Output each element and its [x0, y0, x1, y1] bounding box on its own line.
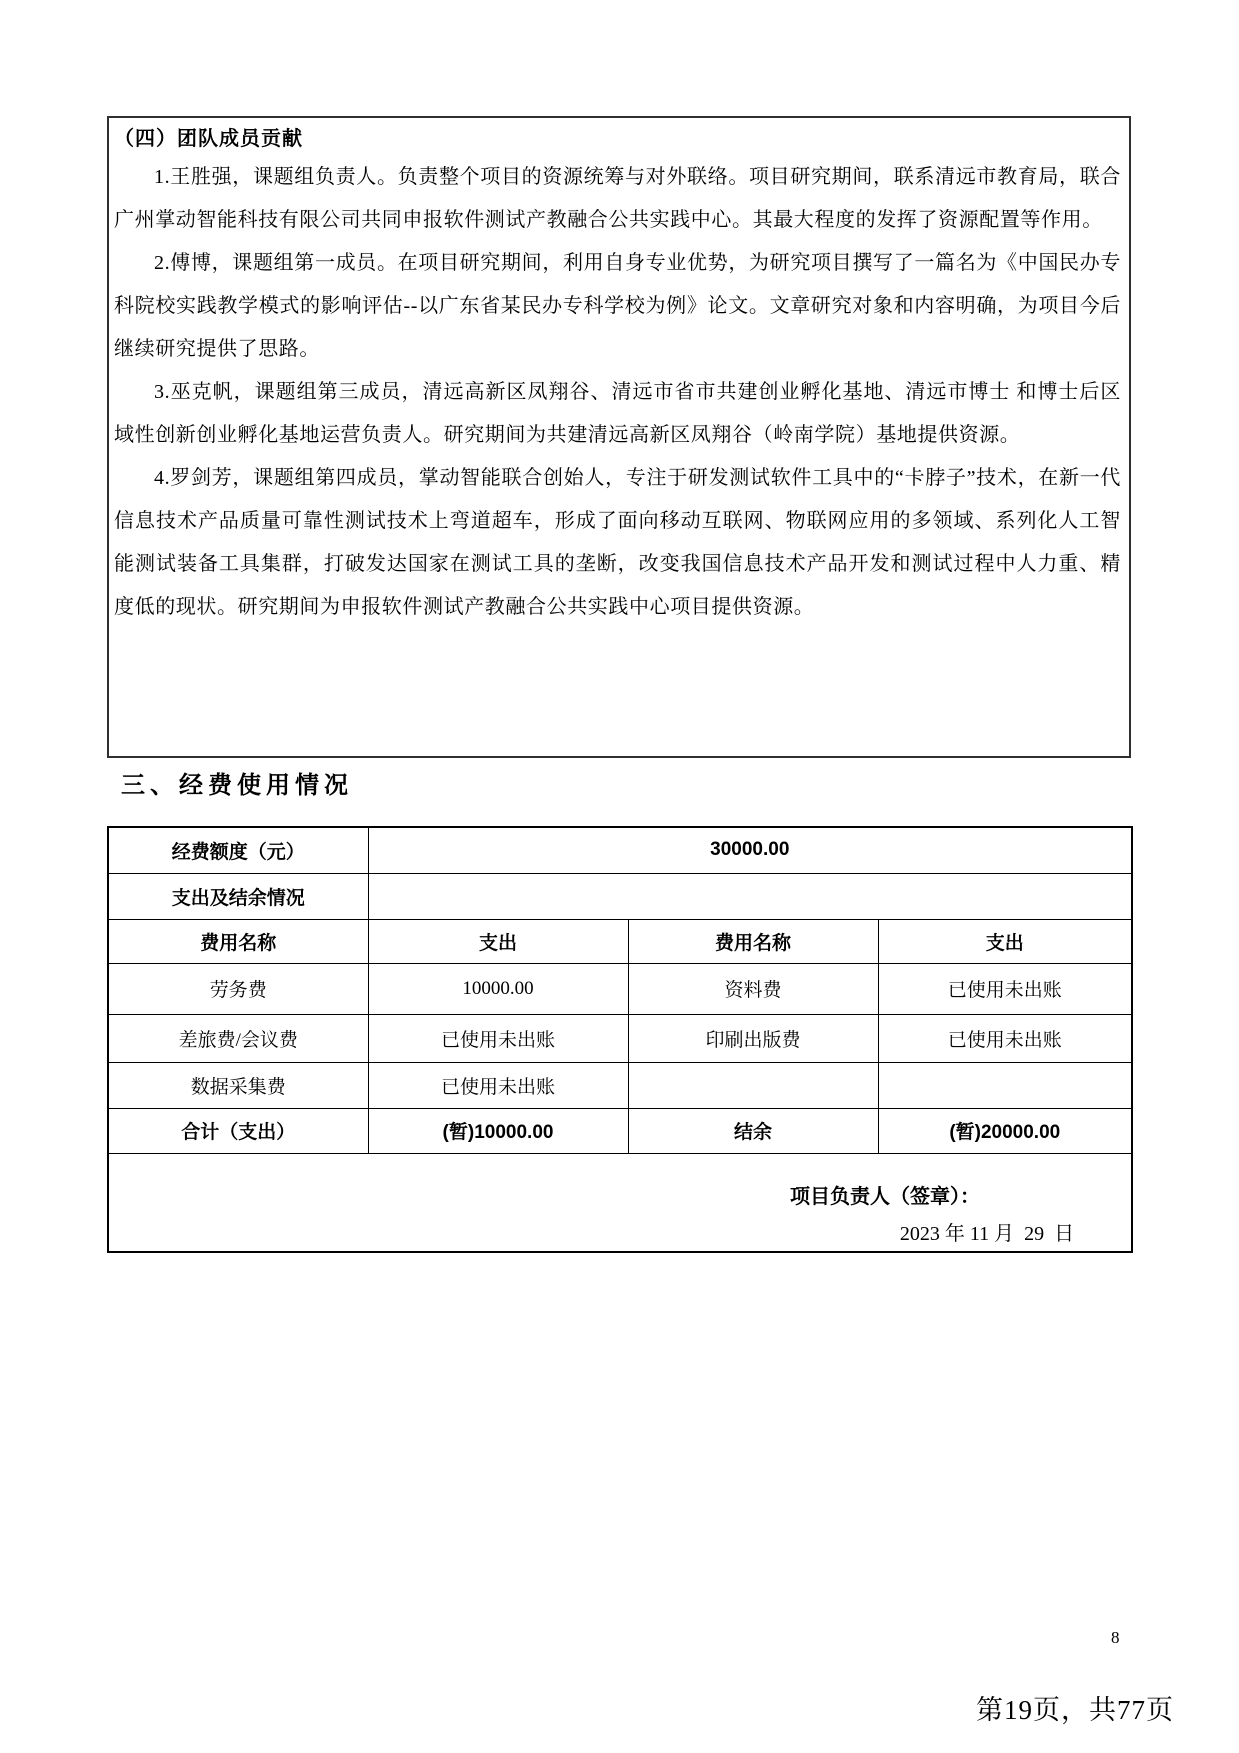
table-row: [108, 1062, 1132, 1108]
balance-label-cell: 支出及结余情况: [108, 873, 368, 919]
team-contribution-box: [107, 116, 1131, 758]
table-cell: 已使用未出账: [368, 1014, 628, 1062]
paragraph-member-3: 3.巫克帆，课题组第三成员，清远高新区凤翔谷、清远市省市共建创业孵化基地、清远市博士 和博士后区域性创新创业孵化基地运营负责人。研究期间为共建清远高新区凤翔谷（岭南学院）基地提供资源。: [114, 381, 1121, 446]
team-contribution-title: （四）团队成员贡献: [114, 128, 303, 150]
table-cell: 已使用未出账: [368, 1062, 628, 1108]
paragraph-member-1: 1.王胜强，课题组负责人。负责整个项目的资源统筹与对外联络。项目研究期间，联系清远市教育局，联合广州掌动智能科技有限公司共同申报软件测试产教融合公共实践中心。其最大程度的发挥了资源配置等作用。: [114, 166, 1121, 231]
table-cell: 已使用未出账: [878, 1014, 1132, 1062]
table-row: [108, 1014, 1132, 1062]
table-row-signature: [108, 1153, 1132, 1252]
paragraph-member-2: 2.傅博，课题组第一成员。在项目研究期间，利用自身专业优势，为研究项目撰写了一篇名为《中国民办专科院校实践教学模式的影响评估--以广东省某民办专科学校为例》论文。文章研究对象和内容明确，为项目今后继续研究提供了思路。: [114, 252, 1121, 360]
table-header-cell: 费用名称: [628, 919, 878, 963]
funding-table: [107, 826, 1133, 1253]
table-cell: 已使用未出账: [878, 963, 1132, 1014]
table-header-cell: 支出: [878, 919, 1132, 963]
page-indicator: 第19页，共77页: [976, 1695, 1174, 1725]
table-cell: 10000.00: [368, 963, 628, 1014]
table-row-amount: [108, 827, 1132, 873]
table-row-balance: [108, 873, 1132, 919]
signature-label: 项目负责人（签章）：: [790, 1185, 981, 1208]
total-label-cell: 合计（支出）: [108, 1108, 368, 1153]
signature-date: 2023 年 11 月 29 日: [899, 1222, 1075, 1245]
table-cell: 印刷出版费: [628, 1014, 878, 1062]
signature-cell: [108, 1153, 1132, 1252]
table-header-cell: 费用名称: [108, 919, 368, 963]
total-value-cell: (暂)10000.00: [368, 1108, 628, 1153]
table-row-totals: [108, 1108, 1132, 1153]
table-cell-empty: [628, 1062, 878, 1108]
table-cell-empty: [878, 1062, 1132, 1108]
team-contribution-body: [114, 156, 1121, 629]
table-row: [108, 963, 1132, 1014]
balance-value-cell: [368, 873, 1132, 919]
paragraph-member-4: 4.罗剑芳，课题组第四成员，掌动智能联合创始人，专注于研发测试软件工具中的“卡脖子”技术，在新一代信息技术产品质量可靠性测试技术上弯道超车，形成了面向移动互联网、物联网应用的多领域、系列化人工智能测试装备工具集群，打破发达国家在测试工具的垄断，改变我国信息技术产品开发和测试过程中人力重、精度低的现状。研究期间为申报软件测试产教融合公共实践中心项目提供资源。: [114, 467, 1121, 618]
page-number-small: 8: [1111, 1628, 1120, 1647]
table-cell: 资料费: [628, 963, 878, 1014]
remainder-label-cell: 结余: [628, 1108, 878, 1153]
funding-section-title: 三、经费使用情况: [121, 772, 353, 799]
remainder-value-cell: (暂)20000.00: [878, 1108, 1132, 1153]
table-cell: 劳务费: [108, 963, 368, 1014]
table-cell: 数据采集费: [108, 1062, 368, 1108]
table-header-row: [108, 919, 1132, 963]
table-header-cell: 支出: [368, 919, 628, 963]
table-cell: 差旅费/会议费: [108, 1014, 368, 1062]
amount-label-cell: 经费额度（元）: [108, 827, 368, 873]
amount-value-cell: 30000.00: [368, 827, 1132, 873]
